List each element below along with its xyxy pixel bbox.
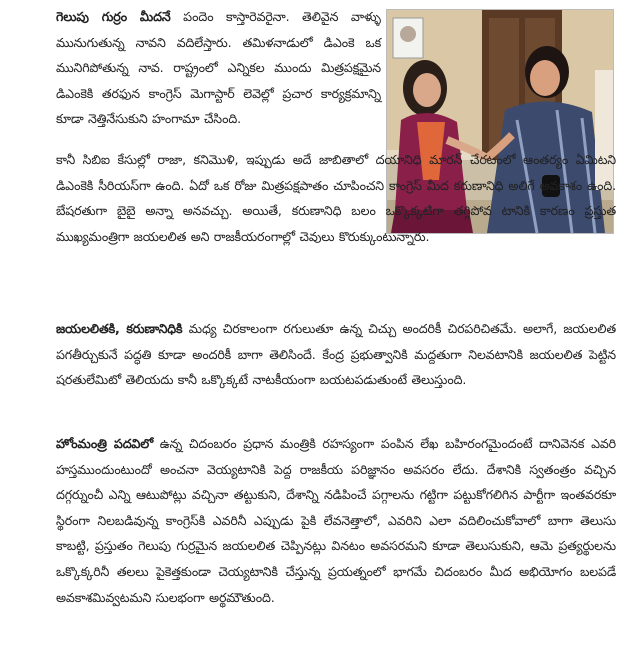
paragraph-3 — [56, 316, 616, 393]
paragraph-4 — [56, 431, 616, 610]
paragraph-3-text: మధ్య చిరకాలంగా రగులుతూ ఉన్న చిచ్చు అందరికీ చిరపరిచితమే. అలాగే, జయలలిత పగతీర్చుకునే పద్ధతి కూడా అందరికీ బాగా తెలిసిందే. కేంద్ర ప్రభుత్వానికి మద్దతుగా నిలవటానికి జయలలిత పెట్టిన షరతులేమిటో తెలియదు కానీ ఒక్కొక్కటే నాటకీయంగా బయటపడుతుంటే తెలుస్తుంది. — [56, 321, 616, 388]
paragraph-2 — [56, 147, 616, 249]
paragraph-1-text: పందెం కాస్తారెవరైనా. తెలివైన వాళ్ళు మునుగుతున్న నావని వదిలేస్తారు. తమిళనాడులో డిఎంకె ఒక మునిగిపోతున్న నావ. రాష్ట్రంలో ఎన్నికల ముందు మిత్రపక్షమైన డిఎంకెకి తరఫున కాంగ్రెస్ మెగాస్టార్ లెవెల్లో ప్రచార కార్యక్రమాన్ని కూడా నెత్తినేసుకుని హంగామా చేసింది. — [56, 9, 381, 127]
paragraph-1 — [56, 4, 381, 132]
paragraph-1-lead: గెలుపు గుర్రం మీదనే — [56, 9, 171, 24]
paragraph-3-lead: జయలలితకి, కరుణానిధికి — [56, 321, 183, 336]
paragraph-4-lead: హోంమంత్రి పదవిలో — [56, 436, 154, 451]
paragraph-2-text: కానీ సిబిఐ కేసుల్లో రాజా, కనిమొళి, ఇప్పుడు అదే జాబితాలో దయానిధి మారన్ చేరటంలో ఆంతర్యం ఏమిటని డిఎంకెకి సీరియస్‌గా ఉంది. ఏదో ఒక రోజు మిత్రపక్షపాతం చూపించని కాంగ్రెస్ మీద కరుణానిధి అలిగే అవకాశం ఉంది. బేషరతుగా బైబై అన్నా అనవచ్చు. అయితే, కరుణానిధి బలం ఒక్కొక్కటిగా తగ్గిపోవ టానికి కారణం ప్రస్తుత ముఖ్యమంత్రిగా జయలలిత అని రాజకీయరంగాల్లో చెవులు కొరుక్కుంటున్నారు. — [56, 152, 616, 244]
paragraph-4-text: ఉన్న చిదంబరం ప్రధాన మంత్రికి రహస్యంగా పంపిన లేఖ బహిరంగమైందంటే దానివెనక ఎవరి హస్తముందుంటుందో అంచనా వెయ్యటానికి పెద్ద రాజకీయ పరిజ్ఞానం అవసరం లేదు. దేశానికి స్వతంత్రం వచ్చిన దగ్గర్నుంచీ ఎన్ని ఆటుపోట్లు వచ్చినా తట్టుకుని, దేశాన్ని నడిపించే పగ్గాలను గట్టిగా పట్టుకోగలిగిన పార్టీగా ఇంతవరకూ స్థిరంగా నిలబడివున్న కాంగ్రెస్‌కి ఎవరినీ ఎప్పుడు పైకి లేవనెత్తాలో, ఎవరిని ఎలా వదిలించుకోవాలో బాగా తెలుసు కాబట్టి, ప్రస్తుతం గెలుపు గుర్రమైన జయలలిత చెప్పినట్లు వినటం అవసరమని కూడా తెలుసుకుని, ఆమె ప్రత్యర్థులను ఒక్కొక్కరినీ తలలు పైకెత్తకుండా చెయ్యటానికి చేస్తున్న ప్రయత్నంలో భాగమే చిదంబరం మీద అభియోగం బలపడే అవకాశమివ్వటమని సులభంగా అర్థమౌతుంది. — [56, 436, 616, 605]
